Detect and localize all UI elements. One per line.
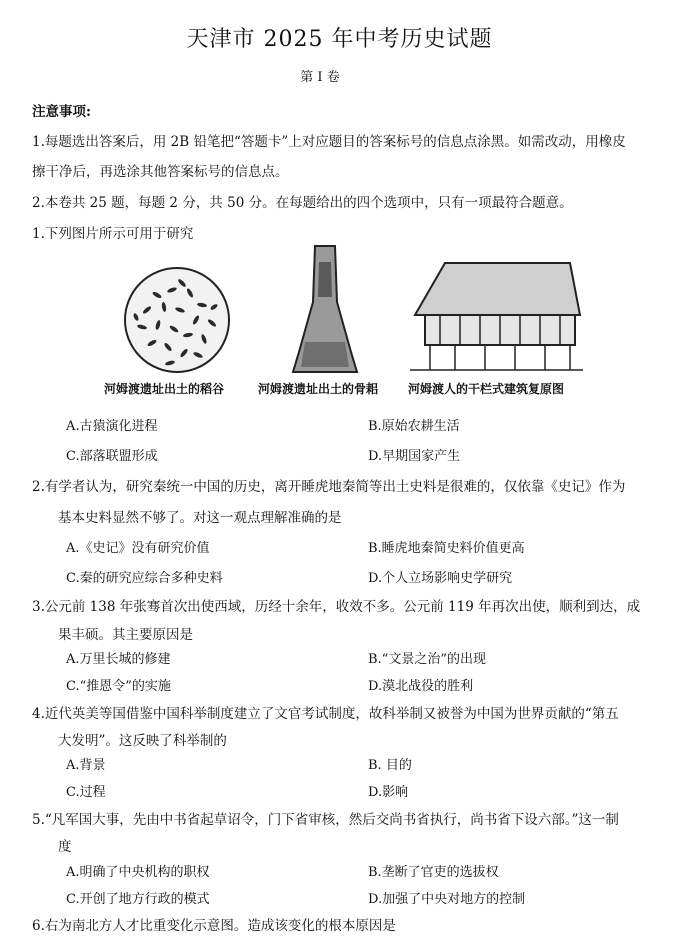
q3-stem-line-1: 3.公元前 138 年张骞首次出使西域，历经十余年，收效不多。公元前 119 年再次出使，顺利到达，成	[32, 599, 641, 615]
rice-caption: 河姆渡遗址出土的稻谷	[104, 382, 225, 396]
q1-option-b[interactable]: B.原始农耕生活	[368, 419, 460, 434]
q2-option-a[interactable]: A.《史记》没有研究价值	[66, 541, 210, 556]
q1-option-d[interactable]: D.早期国家产生	[368, 449, 461, 464]
q6-stem: 6.右为南北方人才比重变化示意图。造成该变化的根本原因是	[32, 918, 396, 934]
rice-grain-image	[112, 265, 242, 375]
q1-stem: 1.下列图片所示可用于研究	[32, 226, 194, 242]
q2-option-d[interactable]: D.个人立场影响史学研究	[368, 571, 513, 586]
q4-option-c[interactable]: C.过程	[66, 785, 106, 800]
q1-option-c[interactable]: C.部落联盟形成	[66, 449, 158, 464]
q2-option-b[interactable]: B.睡虎地秦简史料价值更高	[368, 541, 525, 556]
q4-option-b[interactable]: B. 目的	[368, 758, 412, 773]
q3-option-a[interactable]: A.万里长城的修建	[66, 652, 171, 667]
stilt-house-caption: 河姆渡人的干栏式建筑复原图	[408, 382, 565, 396]
q4-stem-line-2: 大发明”。这反映了科举制的	[58, 733, 227, 749]
q3-option-c[interactable]: C.“推恩令”的实施	[66, 679, 171, 694]
q1-option-a[interactable]: A.古猿演化进程	[66, 419, 158, 434]
q2-stem-line-2: 基本史料显然不够了。对这一观点理解准确的是	[58, 510, 342, 526]
notice-item-1-line-1: 1.每题选出答案后，用 2B 铅笔把“答题卡”上对应题目的答案标号的信息点涂黑。如需改动，用橡皮	[32, 134, 626, 150]
q5-option-a[interactable]: A.明确了中央机构的职权	[66, 865, 210, 880]
bone-spade-caption: 河姆渡遗址出土的骨耜	[258, 382, 379, 396]
q5-option-d[interactable]: D.加强了中央对地方的控制	[368, 892, 526, 907]
bone-spade-image	[285, 242, 365, 377]
q5-option-b[interactable]: B.垄断了官吏的选拔权	[368, 865, 499, 880]
q3-option-b[interactable]: B.“文景之治”的出现	[368, 652, 486, 667]
notice-item-2: 2.本卷共 25 题，每题 2 分，共 50 分。在每题给出的四个选项中，只有一项最符合题意。	[32, 195, 573, 211]
q5-stem-line-2: 度	[58, 839, 72, 855]
notice-heading: 注意事项:	[32, 104, 91, 120]
q2-option-c[interactable]: C.秦的研究应综合多种史料	[66, 571, 223, 586]
q4-option-a[interactable]: A.背景	[66, 758, 106, 773]
notice-item-1-line-2: 擦干净后，再选涂其他答案标号的信息点。	[32, 164, 289, 180]
q3-stem-line-2: 果丰硕。其主要原因是	[58, 627, 193, 643]
q4-option-d[interactable]: D.影响	[368, 785, 409, 800]
q5-option-c[interactable]: C.开创了地方行政的模式	[66, 892, 210, 907]
q5-stem-line-1: 5.“凡军国大事，先由中书省起草诏令，门下省审核，然后交尚书省执行，尚书省下设六部。”这一制	[32, 812, 619, 828]
q3-option-d[interactable]: D.漠北战役的胜利	[368, 679, 474, 694]
q2-stem-line-1: 2.有学者认为，研究秦统一中国的历史，离开睡虎地秦简等出土史料是很难的，仅依靠《史记》作为	[32, 479, 626, 495]
q4-stem-line-1: 4.近代英美等国借鉴中国科举制度建立了文官考试制度，故科举制又被誉为中国为世界贡献的“第五	[32, 706, 619, 722]
page-title: 天津市 2025 年中考历史试题	[186, 27, 493, 52]
stilt-house-image	[405, 255, 585, 375]
section-label: 第 I 卷	[300, 70, 340, 85]
